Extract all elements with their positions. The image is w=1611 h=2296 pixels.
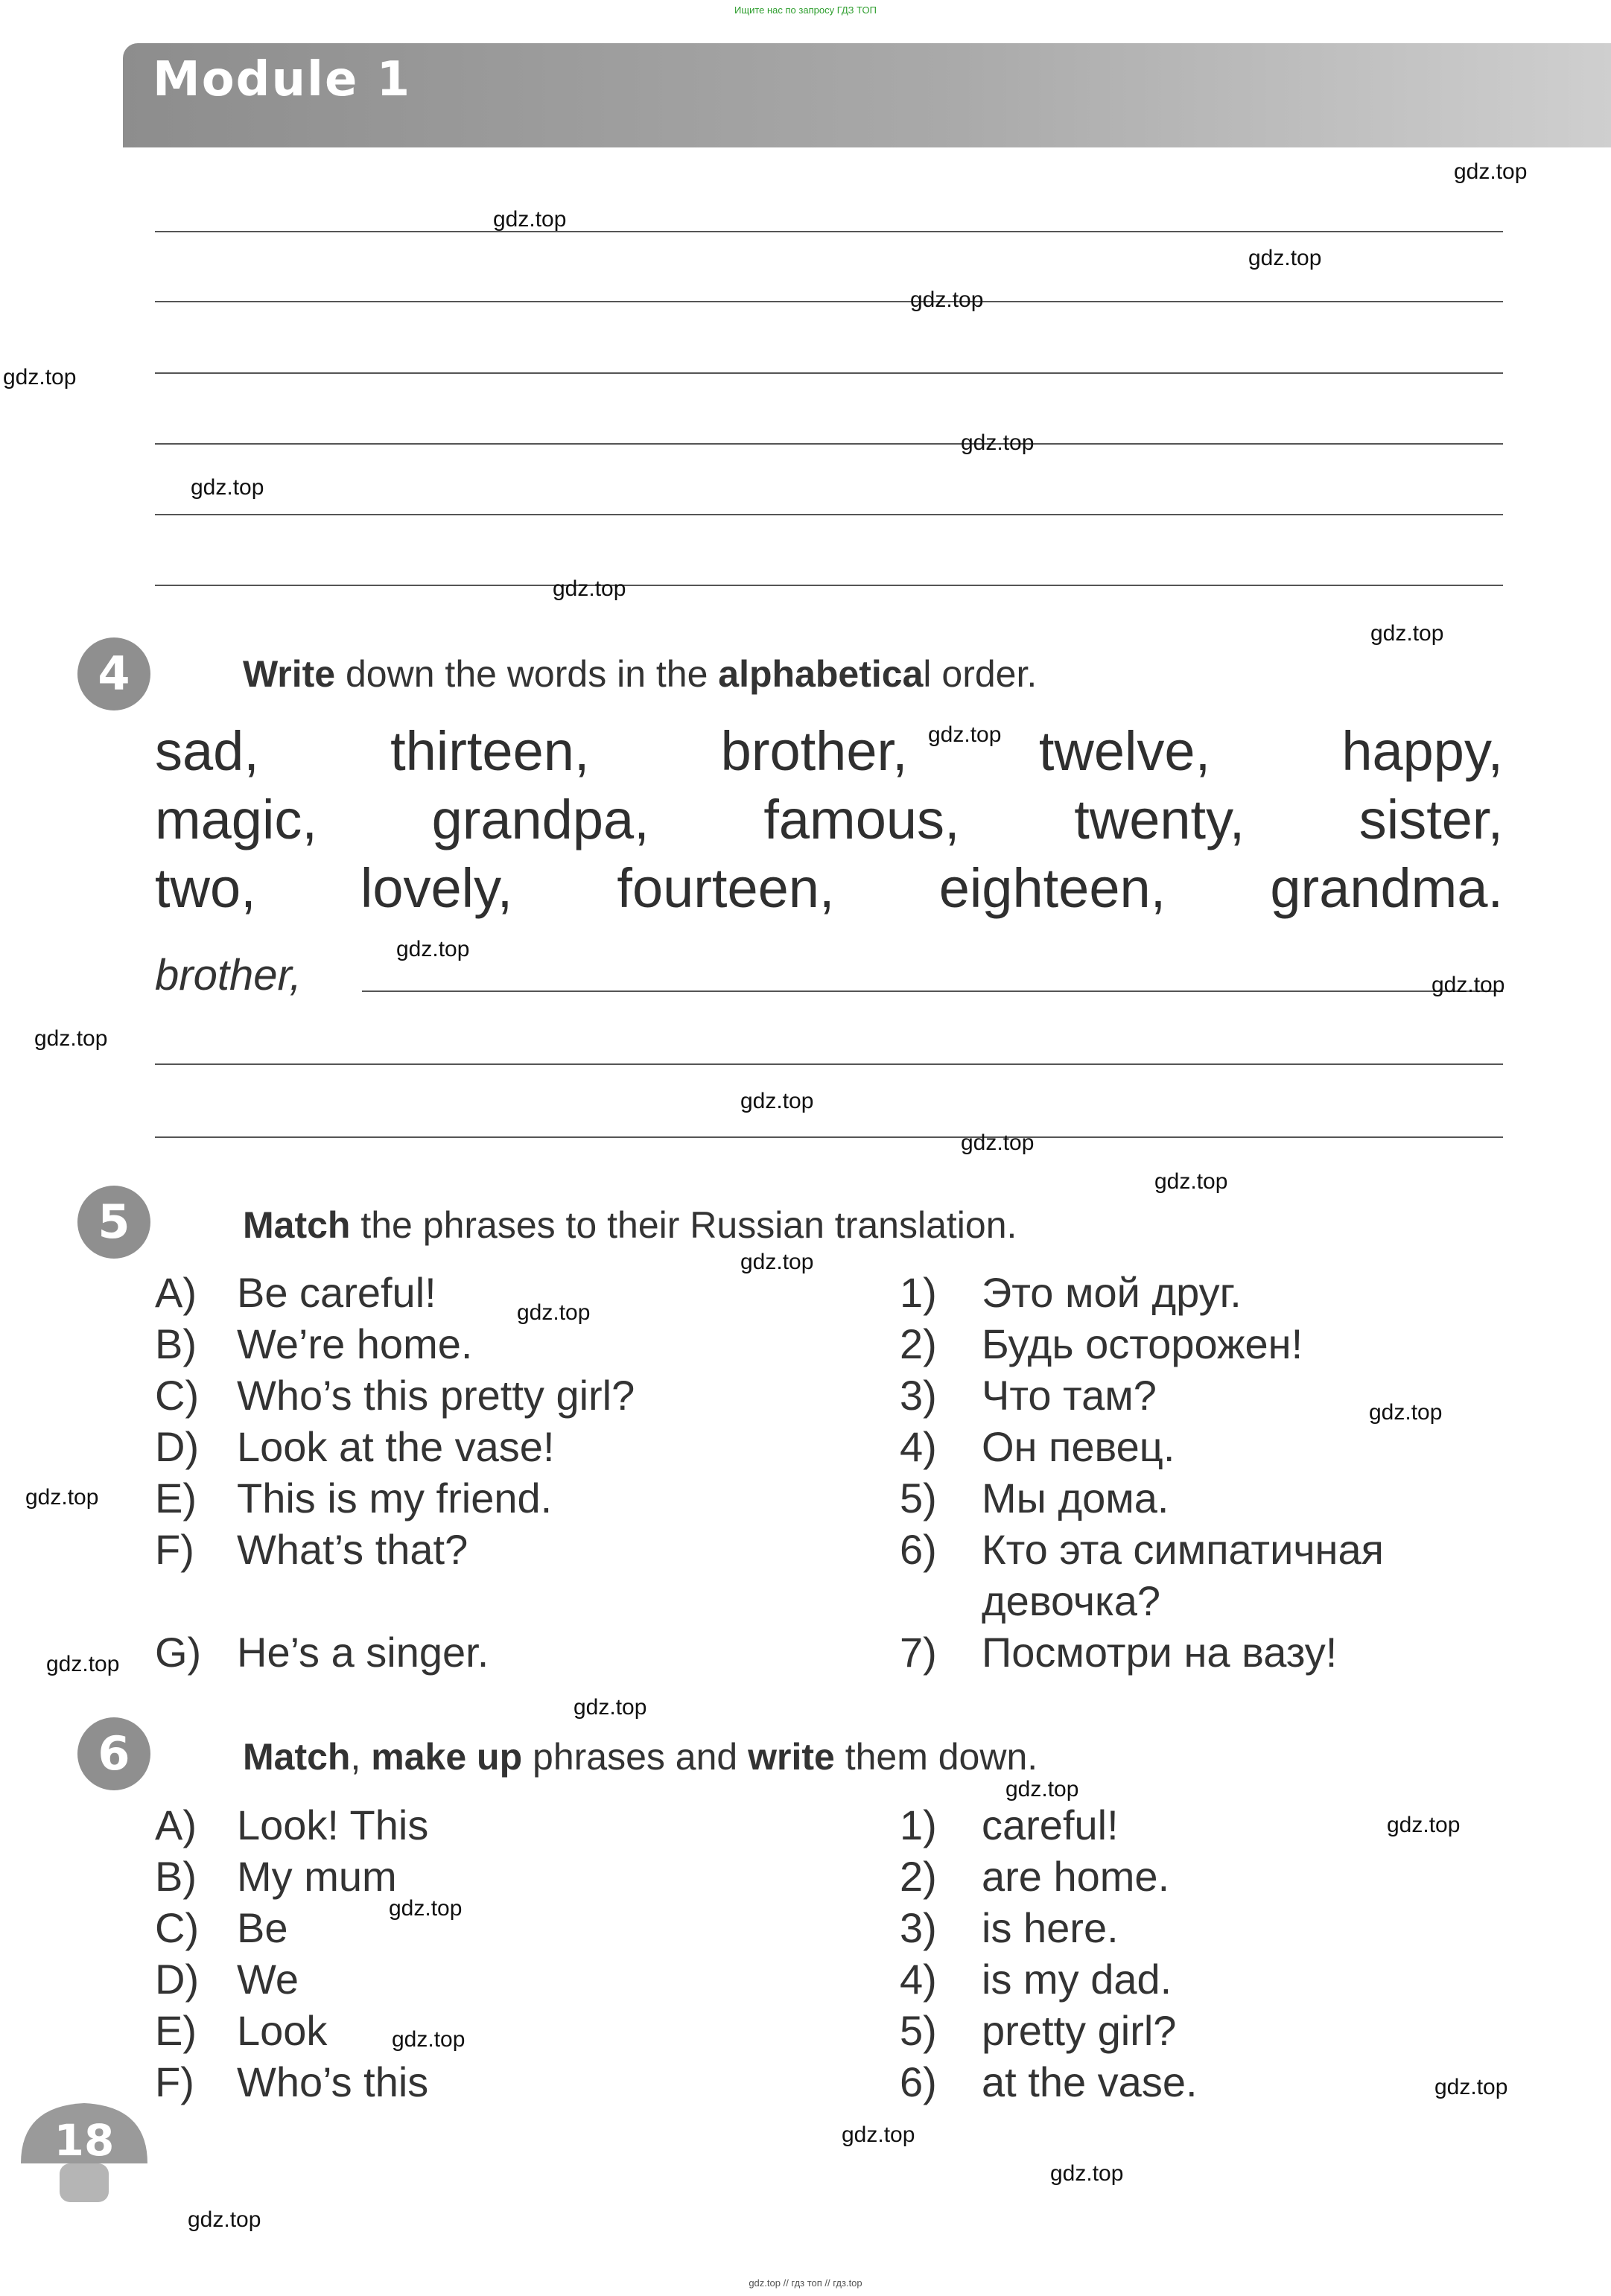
gdz-watermark: gdz.top bbox=[34, 1026, 108, 1051]
word-list-line-3: two, lovely, fourteen, eighteen, grandma. bbox=[155, 857, 1504, 919]
gdz-watermark: gdz.top bbox=[1248, 246, 1322, 270]
ex5-left-item: B) We’re home. bbox=[155, 1320, 473, 1367]
gdz-watermark: gdz.top bbox=[396, 937, 470, 961]
gdz-watermark: gdz.top bbox=[1434, 2075, 1508, 2099]
gdz-watermark: gdz.top bbox=[553, 576, 626, 601]
answer-line bbox=[155, 585, 1503, 586]
word-list-line-2: magic, grandpa, famous, twenty, sister, bbox=[155, 789, 1504, 850]
gdz-watermark: gdz.top bbox=[740, 1089, 814, 1113]
exercise-5-number: 5 bbox=[77, 1186, 150, 1259]
gdz-watermark: gdz.top bbox=[573, 1695, 647, 1720]
page-number-badge bbox=[13, 2093, 155, 2204]
exercise-4-instruction: Write down the words in the alphabetical order. bbox=[243, 653, 1038, 695]
gdz-watermark: gdz.top bbox=[1454, 159, 1528, 184]
ex6-left-item: B) My mum bbox=[155, 1853, 397, 1900]
gdz-watermark: gdz.top bbox=[392, 2027, 465, 2052]
gdz-watermark: gdz.top bbox=[1154, 1169, 1228, 1194]
gdz-watermark: gdz.top bbox=[740, 1250, 814, 1274]
ex5-left-item: A) Be careful! bbox=[155, 1269, 436, 1316]
gdz-watermark: gdz.top bbox=[842, 2122, 915, 2147]
gdz-watermark: gdz.top bbox=[1370, 621, 1444, 646]
ex5-right-item: 5) Мы дома. bbox=[900, 1475, 1169, 1521]
bottom-watermark: gdz.top // гдз топ // гдз.top bbox=[749, 2277, 862, 2289]
ex5-right-item: 2) Будь осторожен! bbox=[900, 1320, 1303, 1367]
ex5-left-item: C) Who’s this pretty girl? bbox=[155, 1372, 635, 1419]
gdz-watermark: gdz.top bbox=[389, 1896, 463, 1921]
ex5-left-item: E) This is my friend. bbox=[155, 1475, 553, 1521]
ex6-left-item: E) Look bbox=[155, 2007, 328, 2054]
answer-line bbox=[155, 372, 1503, 374]
gdz-watermark: gdz.top bbox=[25, 1485, 99, 1510]
exercise-6-number: 6 bbox=[77, 1717, 150, 1790]
gdz-watermark: gdz.top bbox=[46, 1652, 120, 1676]
gdz-watermark: gdz.top bbox=[1432, 973, 1505, 997]
gdz-watermark: gdz.top bbox=[1005, 1777, 1079, 1801]
page-number: 18 bbox=[54, 2115, 115, 2166]
ex6-left-item: C) Be bbox=[155, 1904, 288, 1951]
ex5-right-item: девочка? bbox=[982, 1577, 1161, 1624]
gdz-watermark: gdz.top bbox=[961, 1130, 1035, 1155]
answer-line bbox=[155, 1063, 1503, 1065]
ex6-right-item: 5) pretty girl? bbox=[900, 2007, 1177, 2054]
ex6-left-item: D) We bbox=[155, 1956, 299, 2003]
word-list-line-1: sad, thirteen, brother, twelve, happy, bbox=[155, 720, 1504, 782]
gdz-watermark: gdz.top bbox=[3, 365, 77, 389]
gdz-watermark: gdz.top bbox=[961, 430, 1035, 455]
ex6-right-item: 4) is my dad. bbox=[900, 1956, 1172, 2003]
ex5-left-item: F) What’s that? bbox=[155, 1526, 468, 1573]
gdz-watermark: gdz.top bbox=[493, 207, 567, 232]
answer-line bbox=[155, 1136, 1503, 1138]
top-watermark: Ищите нас по запросу ГДЗ ТОП bbox=[734, 4, 877, 16]
gdz-watermark: gdz.top bbox=[188, 2207, 261, 2232]
gdz-watermark: gdz.top bbox=[1050, 2161, 1124, 2186]
ex6-left-item: A) Look! This bbox=[155, 1801, 429, 1848]
exercise-5-instruction: Match the phrases to their Russian translation. bbox=[243, 1204, 1017, 1246]
gdz-watermark: gdz.top bbox=[928, 722, 1002, 747]
answer-line bbox=[155, 443, 1503, 445]
gdz-watermark: gdz.top bbox=[910, 287, 984, 312]
ex5-right-item: 6) Кто эта симпатичная bbox=[900, 1526, 1384, 1573]
gdz-watermark: gdz.top bbox=[191, 475, 264, 500]
ex5-left-item: D) Look at the vase! bbox=[155, 1423, 555, 1470]
answer-line bbox=[362, 990, 1503, 992]
ex5-right-item: 3) Что там? bbox=[900, 1372, 1157, 1419]
gdz-watermark: gdz.top bbox=[1369, 1400, 1443, 1425]
example-answer: brother, bbox=[155, 951, 302, 999]
gdz-watermark: gdz.top bbox=[1387, 1813, 1461, 1837]
module-title: Module 1 bbox=[153, 52, 412, 107]
gdz-watermark: gdz.top bbox=[517, 1300, 591, 1325]
ex5-right-item: 4) Он певец. bbox=[900, 1423, 1175, 1470]
ex6-right-item: 3) is here. bbox=[900, 1904, 1119, 1951]
answer-line bbox=[155, 231, 1503, 232]
ex5-right-item: 7) Посмотри на вазу! bbox=[900, 1629, 1338, 1676]
exercise-4-number: 4 bbox=[77, 637, 150, 710]
answer-line bbox=[155, 301, 1503, 302]
ex5-right-item: 1) Это мой друг. bbox=[900, 1269, 1242, 1316]
ex6-right-item: 1) careful! bbox=[900, 1801, 1119, 1848]
ex6-right-item: 2) are home. bbox=[900, 1853, 1170, 1900]
answer-line bbox=[155, 514, 1503, 515]
exercise-6-instruction: Match, make up phrases and write them down. bbox=[243, 1736, 1038, 1778]
ex6-right-item: 6) at the vase. bbox=[900, 2058, 1198, 2105]
ex5-left-item: G) He’s a singer. bbox=[155, 1629, 489, 1676]
ex6-left-item: F) Who’s this bbox=[155, 2058, 429, 2105]
